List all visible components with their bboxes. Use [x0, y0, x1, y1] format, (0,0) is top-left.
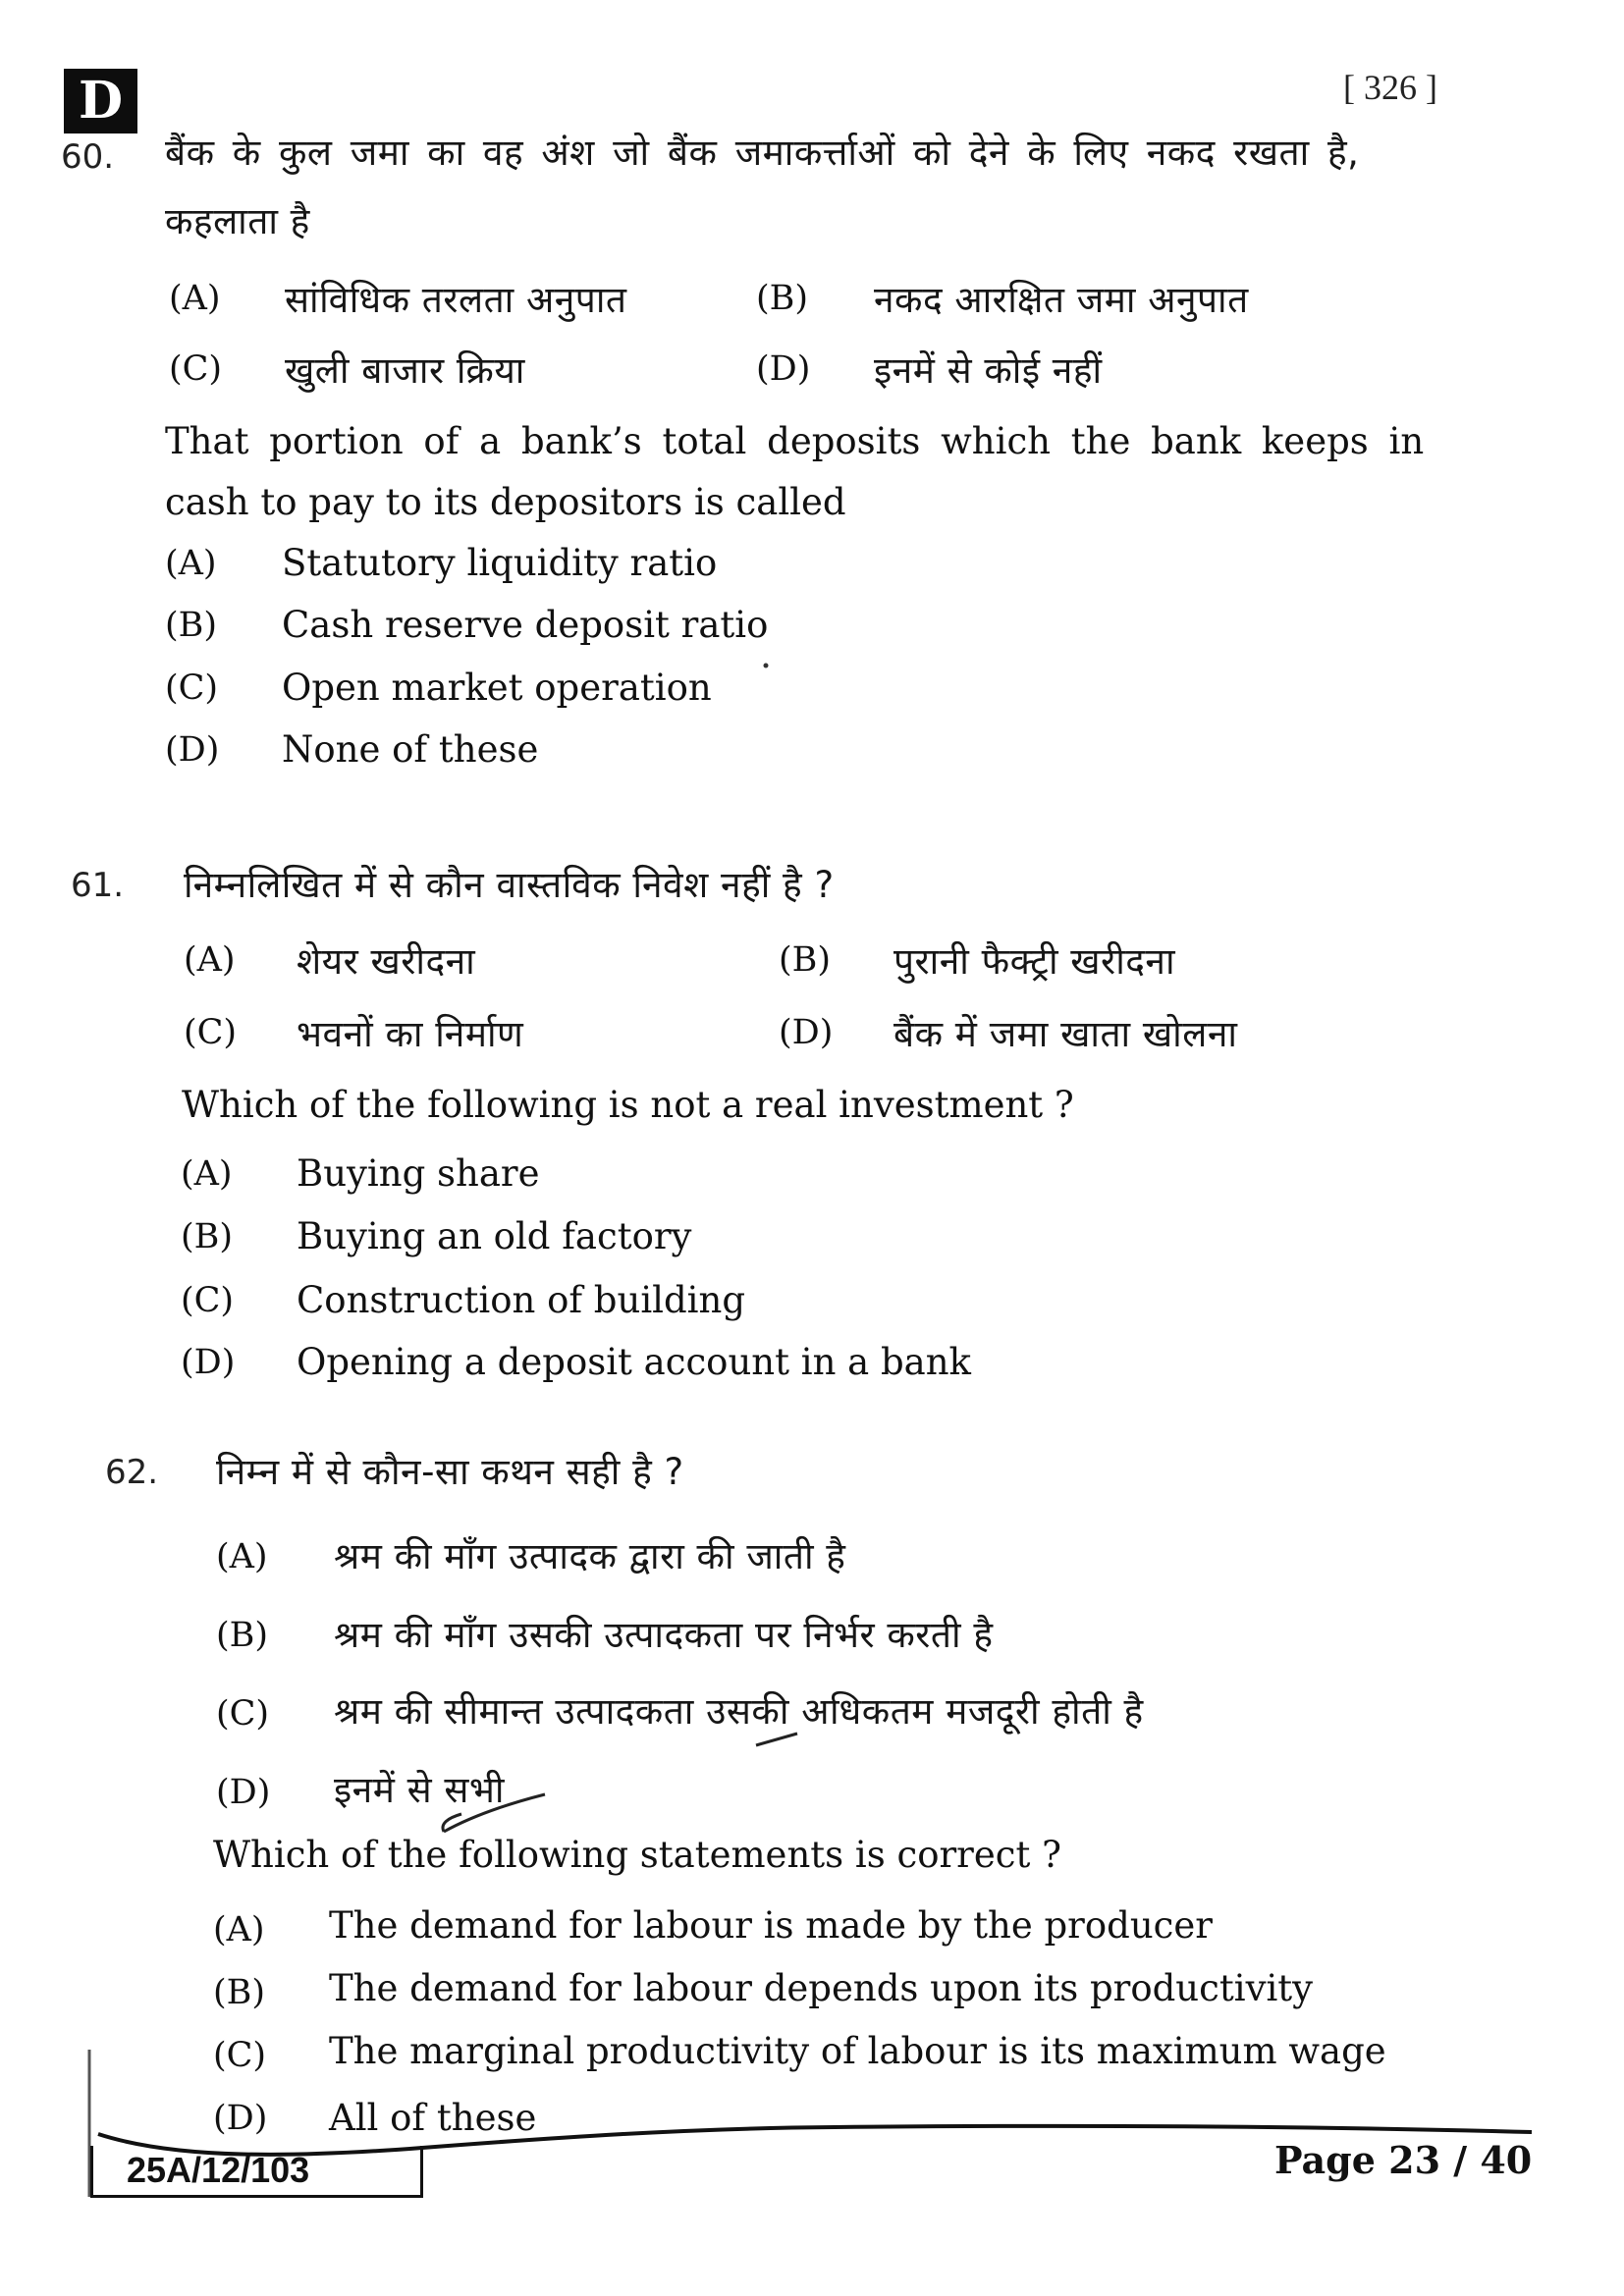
option-label: (D): [756, 349, 811, 389]
option-text-hindi: भवनों का निर्माण: [297, 1013, 524, 1055]
option-text-hindi: श्रम की सीमान्त उत्पादकता उसकी अधिकतम मजदूरी होती है: [334, 1690, 1144, 1733]
option-label: (A): [181, 1154, 233, 1194]
option-label: (A): [169, 279, 221, 318]
option-text-english: The demand for labour is made by the producer: [329, 1904, 1213, 1947]
booklet-code: 25A/12/103: [127, 2150, 310, 2190]
option-label: (A): [184, 940, 236, 980]
option-text-english: Construction of building: [297, 1279, 746, 1321]
option-text-hindi: श्रम की माँग उसकी उत्पादकता पर निर्भर करती है: [334, 1614, 994, 1656]
set-code-badge: D: [64, 69, 137, 133]
option-label: (C): [216, 1694, 270, 1734]
option-text-english: The demand for labour depends upon its productivity: [329, 1967, 1314, 2009]
question-text-hindi: निम्न में से कौन-सा कथन सही है ?: [216, 1451, 684, 1493]
question-number: 60.: [61, 137, 115, 177]
question-text-english-line2: cash to pay to its depositors is called: [165, 481, 846, 523]
page-number: Page 23 / 40: [1274, 2138, 1533, 2182]
option-label: (B): [779, 940, 832, 980]
option-text-english: All of these: [329, 2097, 537, 2139]
option-label: (B): [216, 1616, 269, 1655]
option-label: (C): [181, 1281, 235, 1320]
question-text-english: Which of the following statements is correct ?: [213, 1834, 1061, 1876]
option-text-hindi: इनमें से सभी: [334, 1769, 505, 1811]
scan-speck: [764, 664, 769, 668]
option-label: (D): [216, 1773, 271, 1812]
option-label: (D): [779, 1013, 834, 1052]
option-text-english: Buying an old factory: [297, 1215, 692, 1257]
option-label: (C): [184, 1013, 238, 1052]
question-text-hindi: निम्नलिखित में से कौन वास्तविक निवेश नहीं है ?: [184, 864, 835, 906]
option-label: (B): [181, 1217, 234, 1256]
question-text-english: Which of the following is not a real investment ?: [182, 1084, 1074, 1126]
option-text-hindi: खुली बाजार क्रिया: [285, 349, 525, 392]
option-label: (B): [756, 279, 809, 318]
booklet-code-box: [90, 2146, 423, 2198]
pen-mark-dash: [756, 1734, 797, 1745]
question-number: 61.: [71, 866, 125, 905]
option-text-hindi: सांविधिक तरलता अनुपात: [285, 279, 627, 321]
option-text-hindi: बैंक में जमा खाता खोलना: [893, 1013, 1238, 1055]
option-text-english: Open market operation: [282, 667, 712, 709]
question-number: 62.: [105, 1453, 159, 1492]
question-text-hindi-line2: कहलाता है: [165, 200, 310, 242]
question-text-hindi-line1: बैंक के कुल जमा का वह अंश जो बैंक जमाकर्त्ताओं को देने के लिए नकद रखता है,: [165, 132, 1360, 174]
option-text-hindi: श्रम की माँग उत्पादक द्वारा की जाती है: [334, 1535, 846, 1577]
option-text-english: Statutory liquidity ratio: [282, 542, 718, 584]
option-label: (C): [169, 349, 223, 389]
option-label: (D): [165, 730, 220, 770]
option-label: (A): [165, 544, 217, 583]
option-text-english: Cash reserve deposit ratio: [282, 604, 769, 646]
option-text-english: Buying share: [297, 1152, 540, 1195]
option-text-hindi: नकद आरक्षित जमा अनुपात: [874, 279, 1249, 321]
paper-code: [ 326 ]: [1343, 68, 1437, 107]
option-label: (D): [181, 1343, 236, 1382]
option-text-hindi: इनमें से कोई नहीं: [874, 349, 1103, 392]
option-text-english: None of these: [282, 728, 539, 771]
option-label: (D): [213, 2099, 268, 2138]
option-text-hindi: पुरानी फैक्ट्री खरीदना: [893, 940, 1176, 983]
option-text-hindi: शेयर खरीदना: [297, 940, 476, 983]
option-text-english: Opening a deposit account in a bank: [297, 1341, 971, 1383]
option-label: (B): [165, 606, 218, 645]
option-text-english: The marginal productivity of labour is its maximum wage: [329, 2030, 1386, 2072]
option-label: (A): [216, 1537, 268, 1576]
option-label: (C): [213, 2036, 267, 2075]
option-label: (B): [213, 1973, 266, 2012]
question-text-english-line1: That portion of a bank’s total deposits which the bank keeps in: [165, 420, 1425, 462]
option-label: (A): [213, 1910, 265, 1949]
option-label: (C): [165, 668, 219, 708]
